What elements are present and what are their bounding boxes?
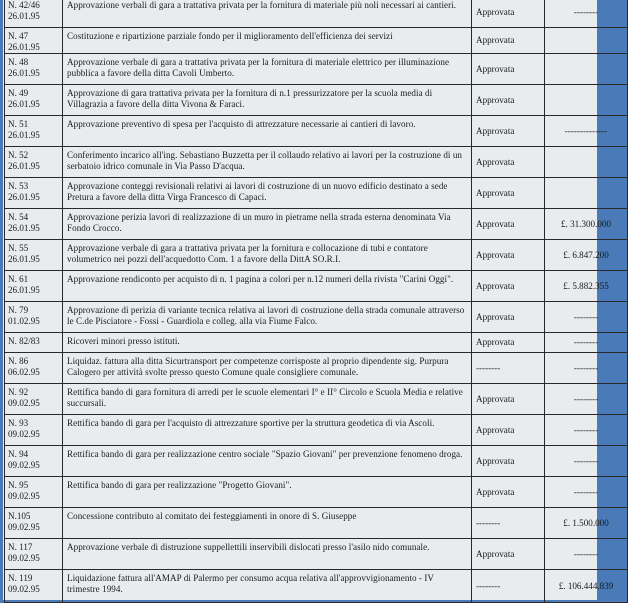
row-number: N. 119 — [8, 573, 33, 583]
row-date: 09.02.95 — [8, 522, 40, 532]
row-description: Approvazione di perizia di variante tecnica relativa ai lavori di costruzione della strada comunale attraverso le C.de Pisciatore - Fossi - Guardiola e colleg. alla via Fiume Falco. — [63, 302, 472, 333]
row-number: N. 94 — [8, 449, 29, 459]
row-number-cell — [5, 271, 63, 302]
row-amount: -------- — [545, 415, 628, 446]
table-row — [5, 570, 628, 603]
row-description: Approvazione verbali di gara a trattativa privata per la fornitura di materiale più noli necessari ai cantieri. — [63, 0, 472, 28]
row-date: 26.01.95 — [8, 223, 40, 233]
row-number: N. 86 — [8, 356, 29, 366]
deliberations-table — [4, 0, 628, 603]
row-date: 09.02.95 — [8, 460, 40, 470]
row-status: Approvata — [472, 539, 545, 570]
row-status: -------- — [472, 508, 545, 539]
table-row — [5, 147, 628, 178]
row-date: 26.01.95 — [8, 130, 40, 140]
row-number: N. 42/46 — [8, 0, 40, 10]
row-status: Approvata — [472, 178, 545, 209]
row-date: 09.02.95 — [8, 584, 40, 594]
row-date: 06.02.95 — [8, 367, 40, 377]
row-description: Costituzione e ripartizione parziale fondo per il miglioramento dell'efficienza dei servizi — [63, 28, 472, 54]
table-row — [5, 85, 628, 116]
row-status: Approvata — [472, 0, 545, 28]
row-number-cell — [5, 0, 63, 28]
row-number-cell — [5, 116, 63, 147]
row-status: Approvata — [472, 271, 545, 302]
row-amount — [545, 147, 628, 178]
row-date: 26.01.95 — [8, 192, 40, 202]
row-status: -------- — [472, 353, 545, 384]
row-description: Conferimento incarico all'ing. Sebastiano Buzzetta per il collaudo relativo ai lavori per la costruzione di un serbatoio idrico comunale in Via Passo D'acqua. — [63, 147, 472, 178]
row-status: Approvata — [472, 209, 545, 240]
row-amount: -------- — [545, 477, 628, 508]
row-status: Approvata — [472, 116, 545, 147]
row-description: Approvazione perizia lavori di realizzazione di un muro in pietrame nella strada esterna denominata Via Fondo Crocco. — [63, 209, 472, 240]
row-amount: -------- — [545, 384, 628, 415]
row-amount: -------- — [545, 353, 628, 384]
row-description: Rettifica bando di gara per realizzazione centro sociale "Spazio Giovani" per prevenzione fenomeno droga. — [63, 446, 472, 477]
row-amount: £. 106.444.839 — [545, 570, 628, 603]
row-number: N. 53 — [8, 181, 29, 191]
row-number-cell — [5, 446, 63, 477]
table-row — [5, 333, 628, 353]
row-number: N. 47 — [8, 31, 29, 41]
table-row — [5, 116, 628, 147]
row-number: N. 49 — [8, 88, 29, 98]
row-description: Rettifica bando di gara fornitura di arredi per le scuole elementari I° e II° Circolo e Scuola Media e relative succursali. — [63, 384, 472, 415]
row-amount: -------- — [545, 446, 628, 477]
table-row — [5, 353, 628, 384]
row-amount: £. 5.882.355 — [545, 271, 628, 302]
row-number: N. 79 — [8, 305, 29, 315]
table-row — [5, 415, 628, 446]
row-number-cell — [5, 384, 63, 415]
row-number-cell — [5, 333, 63, 353]
row-status: Approvata — [472, 333, 545, 353]
table-row — [5, 209, 628, 240]
row-amount: £. 31.300.000 — [545, 209, 628, 240]
row-status: Approvata — [472, 446, 545, 477]
row-description: Rettifica bando di gara per l'acquisto di attrezzature sportive per la struttura geodetica di via Ascoli. — [63, 415, 472, 446]
row-description: Liquidaz. fattura alla ditta Sicurtransport per competenze corrisposte al proprio dipendente sig. Purpura Calogero per attività svolte presso questo Comune quale consigliere comunale. — [63, 353, 472, 384]
row-description: Approvazione rendiconto per acquisto di n. 1 pagina a colori per n.12 numeri della rivista "Carini Oggi". — [63, 271, 472, 302]
row-amount: £. 1.500.000 — [545, 508, 628, 539]
row-number: N. 48 — [8, 57, 29, 67]
row-description: Approvazione verbale di gara a trattativa privata per la fornitura e collocazione di tubi e contatore volumetrico nei pozzi dell'acquedotto Com. 1 a favore della DittA SO.R.I. — [63, 240, 472, 271]
row-date: 01.02.95 — [8, 316, 40, 326]
row-number: N. 117 — [8, 542, 33, 552]
table-row — [5, 508, 628, 539]
row-status: Approvata — [472, 415, 545, 446]
row-amount: -------- — [545, 539, 628, 570]
row-description: Approvazione conteggi revisionali relativi ai lavori di costruzione di un nuovo edificio destinato a sede Pretura a favore della ditta Virga Francesco di Capaci. — [63, 178, 472, 209]
row-status: Approvata — [472, 384, 545, 415]
row-number-cell — [5, 85, 63, 116]
table-row — [5, 539, 628, 570]
table-body — [5, 0, 628, 603]
table-row — [5, 446, 628, 477]
row-amount — [545, 28, 628, 54]
row-description: Approvazione verbale di distruzione suppellettili inservibili dislocati presso l'asilo nido comunale. — [63, 539, 472, 570]
row-date: 26.01.95 — [8, 161, 40, 171]
row-amount: £. 6.847.200 — [545, 240, 628, 271]
row-date: 09.02.95 — [8, 398, 40, 408]
row-status: Approvata — [472, 147, 545, 178]
row-date: 26.01.95 — [8, 42, 40, 52]
row-date: 09.02.95 — [8, 553, 40, 563]
row-description: Approvazione di gara trattativa privata per la fornitura di n.1 pressurizzatore per la scuola media di Villagrazia a favore della ditta Vivona & Faraci. — [63, 85, 472, 116]
row-description: Approvazione verbale di gara a trattativa privata per la fornitura di materiale elettrico per illuminazione pubblica a favore della ditta Cavoli Umberto. — [63, 54, 472, 85]
row-amount: -------- — [545, 0, 628, 28]
row-amount — [545, 54, 628, 85]
row-date: 09.02.95 — [8, 491, 40, 501]
row-date: 26.01.95 — [8, 68, 40, 78]
row-number-cell — [5, 240, 63, 271]
row-status: Approvata — [472, 28, 545, 54]
row-date: 26.01.95 — [8, 11, 40, 21]
row-amount: -------- — [545, 302, 628, 333]
row-amount — [545, 85, 628, 116]
row-description: Ricoveri minori presso istituti. — [63, 333, 472, 353]
row-number: N. 92 — [8, 387, 29, 397]
row-number-cell — [5, 570, 63, 603]
row-date: 09.02.95 — [8, 429, 40, 439]
row-status: Approvata — [472, 240, 545, 271]
row-number-cell — [5, 508, 63, 539]
row-number-cell — [5, 302, 63, 333]
row-date: 26.01.95 — [8, 99, 40, 109]
row-amount — [545, 178, 628, 209]
table-row — [5, 28, 628, 54]
row-date: 26.01.95 — [8, 254, 40, 264]
scan-edge-left — [0, 0, 3, 600]
row-number-cell — [5, 477, 63, 508]
table-row — [5, 0, 628, 28]
row-status: Approvata — [472, 85, 545, 116]
row-number: N. 61 — [8, 274, 29, 284]
row-number-cell — [5, 415, 63, 446]
row-number: N. 54 — [8, 212, 29, 222]
row-date: 26.01.95 — [8, 285, 40, 295]
row-status: Approvata — [472, 302, 545, 333]
table-row — [5, 302, 628, 333]
row-number-cell — [5, 209, 63, 240]
row-number: N. 55 — [8, 243, 29, 253]
row-amount: -------- — [545, 333, 628, 353]
table-row — [5, 384, 628, 415]
row-status: Approvata — [472, 477, 545, 508]
row-number-cell — [5, 147, 63, 178]
row-description: Rettifica bando di gara per realizzazione "Progetto Giovani". — [63, 477, 472, 508]
row-number: N.105 — [8, 511, 31, 521]
row-description: Approvazione preventivo di spesa per l'acquisto di attrezzature necessarie ai cantieri di lavoro. — [63, 116, 472, 147]
row-number-cell — [5, 178, 63, 209]
table-row — [5, 240, 628, 271]
row-number: N. 93 — [8, 418, 29, 428]
table-row — [5, 54, 628, 85]
row-number-cell — [5, 28, 63, 54]
row-number-cell — [5, 54, 63, 85]
row-description: Liquidazione fattura all'AMAP di Palermo per consumo acqua relativa all'approvvigionamento - IV trimestre 1994. — [63, 570, 472, 603]
row-number-cell — [5, 539, 63, 570]
row-status: -------- — [472, 570, 545, 603]
row-status: Approvata — [472, 54, 545, 85]
table-row — [5, 271, 628, 302]
row-description: Concessione contributo al comitato dei festeggiamenti in onore di S. Giuseppe — [63, 508, 472, 539]
row-number: N. 52 — [8, 150, 29, 160]
row-number-cell — [5, 353, 63, 384]
row-number: N. 51 — [8, 119, 29, 129]
row-amount: -------------- — [545, 116, 628, 147]
table-row — [5, 178, 628, 209]
table-row — [5, 477, 628, 508]
row-number: N. 82/83 — [8, 336, 40, 346]
row-number: N. 95 — [8, 480, 29, 490]
